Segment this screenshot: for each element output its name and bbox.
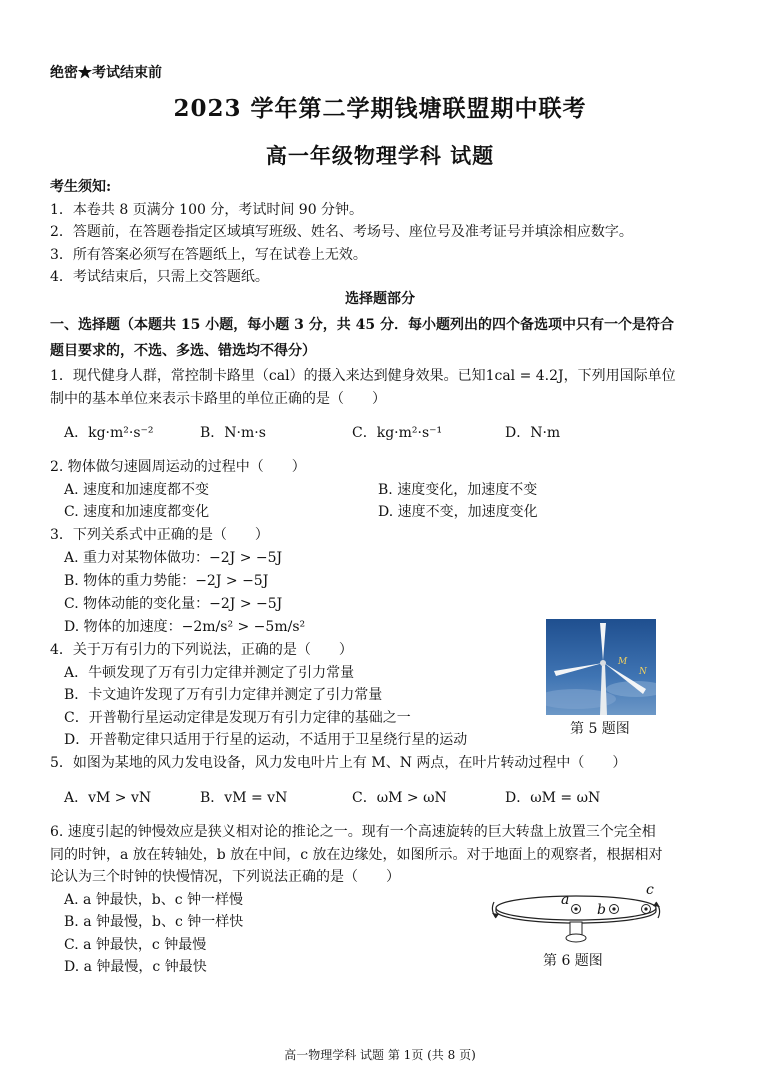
point-n-label: N	[639, 667, 647, 677]
notice-item: 3．所有答案必须写在答题纸上，写在试卷上无效。	[50, 247, 367, 263]
q4-stem: 4．关于万有引力的下列说法，正确的是（ ）	[50, 642, 353, 658]
notice-item: 4．考试结束后，只需上交答题纸。	[50, 269, 269, 285]
q2-option-a: A. 速度和加速度都不变	[64, 482, 210, 498]
q3-stem: 3．下列关系式中正确的是（ ）	[50, 527, 269, 543]
section-intro: 题目要求的，不选、多选、错选均不得分）	[50, 343, 316, 359]
exam-title: 2023 学年第二学期钱塘联盟期中联考	[173, 95, 587, 122]
q1-options	[0, 424, 760, 444]
q3-option-d: D. 物体的加速度：−2m/s² > −5m/s²	[64, 619, 306, 635]
exam-subtitle: 高一年级物理学科 试题	[265, 143, 495, 168]
clock-c-label: c	[646, 882, 654, 898]
turntable-illustration	[486, 880, 666, 950]
confidential-mark: 绝密★考试结束前	[50, 65, 162, 81]
q4-option-b: B．卡文迪许发现了万有引力定律并测定了引力常量	[64, 687, 383, 703]
q6-stem: 论认为三个时钟的快慢情况，下列说法正确的是（ ）	[50, 869, 400, 885]
q5-option-b: B．vM = vN	[200, 790, 288, 806]
q3-option-b: B. 物体的重力势能：−2J > −5J	[64, 573, 269, 589]
fig6-caption: 第 6 题图	[543, 953, 603, 969]
notice-item: 2．答题前，在答题卷指定区域填写班级、姓名、考场号、座位号及准考证号并填涂相应数字。	[50, 224, 633, 240]
page-footer: 高一物理学科 试题 第 1页 (共 8 页)	[284, 1048, 476, 1062]
q5-option-d: D．ωM = ωN	[505, 790, 601, 806]
q6-option-c: C. a 钟最快，c 钟最慢	[64, 937, 207, 953]
clock-b-label: b	[597, 902, 606, 918]
q5-option-a: A．vM > vN	[64, 790, 152, 806]
q2-option-b: B. 速度变化，加速度不变	[378, 482, 538, 498]
clock-a-label: a	[561, 892, 570, 908]
q2-option-c: C. 速度和加速度都变化	[64, 504, 210, 520]
q5-option-c: C．ωM > ωN	[352, 790, 447, 806]
q4-option-d: D．开普勒定律只适用于行星的运动，不适用于卫星绕行星的运动	[64, 732, 468, 748]
q6-option-b: B. a 钟最慢，b、c 钟一样快	[64, 914, 244, 930]
q2-stem: 2. 物体做匀速圆周运动的过程中（ ）	[50, 459, 306, 475]
q3-option-a: A. 重力对某物体做功：−2J > −5J	[64, 550, 283, 566]
q1-option-d: D．N·m	[505, 425, 561, 441]
q6-stem: 6. 速度引起的钟慢效应是狭义相对论的推论之一。现有一个高速旋转的巨大转盘上放置三个完全相	[50, 824, 656, 840]
q5-options	[0, 789, 760, 809]
q4-option-c: C．开普勒行星运动定律是发现万有引力定律的基础之一	[64, 710, 411, 726]
notice-heading: 考生须知:	[50, 179, 112, 195]
fig5-caption: 第 5 题图	[570, 721, 630, 737]
point-m-label: M	[618, 657, 628, 667]
q1-option-a: A．kg·m²·s⁻²	[64, 425, 154, 441]
q3-option-c: C. 物体动能的变化量：−2J > −5J	[64, 596, 283, 612]
q1-option-b: B．N·m·s	[200, 425, 266, 441]
q6-option-d: D. a 钟最慢，c 钟最快	[64, 959, 207, 975]
q6-option-a: A. a 钟最快，b、c 钟一样慢	[64, 892, 244, 908]
wind-turbine-illustration	[546, 619, 656, 715]
wind-turbine-figure	[546, 619, 656, 715]
q1-stem: 制中的基本单位来表示卡路里的单位正确的是（ ）	[50, 391, 386, 407]
q4-option-a: A．牛顿发现了万有引力定律并测定了引力常量	[64, 665, 355, 681]
section-title: 选择题部分	[345, 291, 415, 307]
q5-stem: 5．如图为某地的风力发电设备，风力发电叶片上有 M、N 两点，在叶片转动过程中（ ）	[50, 755, 627, 771]
turntable-figure	[486, 880, 666, 950]
q6-stem: 同的时钟，a 放在转轴处，b 放在中间，c 放在边缘处，如图所示。对于地面上的观察者，根据相对	[50, 847, 663, 863]
notice-item: 1．本卷共 8 页满分 100 分，考试时间 90 分钟。	[50, 202, 364, 218]
q1-stem: 1．现代健身人群，常控制卡路里（cal）的摄入来达到健身效果。已知1cal = 4.2J，下列用国际单位	[50, 368, 676, 384]
section-intro: 一、选择题（本题共 15 小题，每小题 3 分，共 45 分．每小题列出的四个备选项中只有一个是符合	[50, 317, 674, 333]
q1-option-c: C．kg·m²·s⁻¹	[352, 425, 443, 441]
q2-option-d: D. 速度不变，加速度变化	[378, 504, 538, 520]
